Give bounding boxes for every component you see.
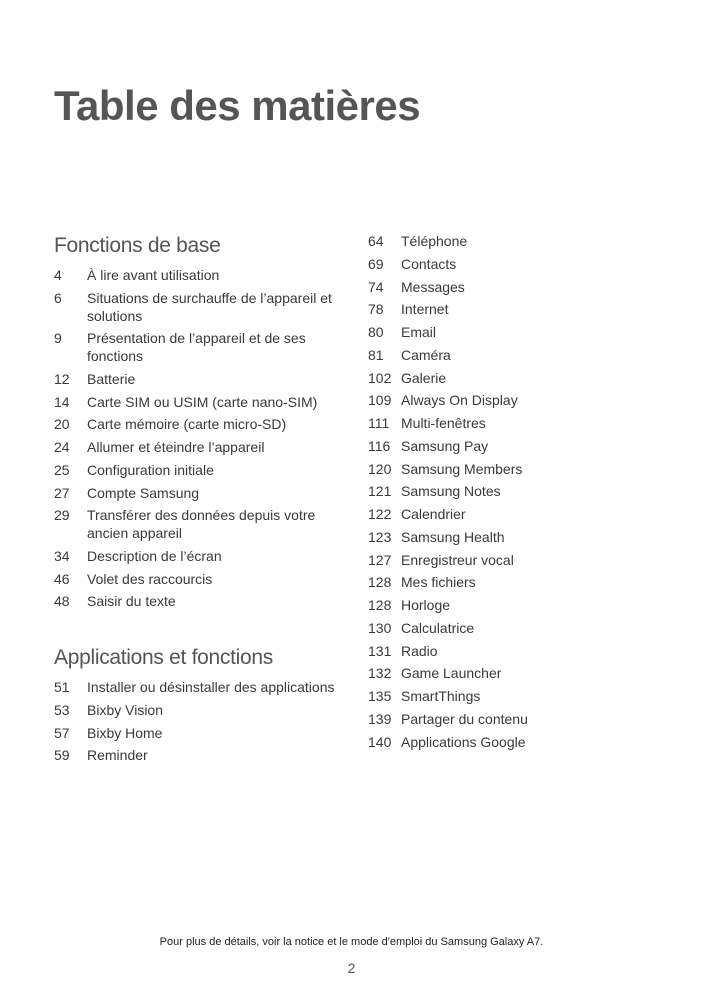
toc-entry-label: Multi-fenêtres [401, 415, 486, 431]
toc-entry-label: Saisir du texte [87, 593, 176, 610]
toc-entry[interactable] [54, 329, 344, 365]
toc-right-column [368, 232, 668, 755]
toc-entry-page-number: 27 [54, 484, 70, 501]
toc-entry-label: Carte mémoire (carte micro-SD) [87, 416, 287, 433]
toc-entry-page-number: 29 [54, 507, 70, 524]
toc-entry-label: Reminder [87, 747, 148, 764]
toc-entry-label: À lire avant utilisation [87, 267, 220, 283]
toc-entry-page-number: 6 [54, 289, 62, 306]
toc-entry-label: Situations de surchauffe de l’appareil et solutions [87, 289, 332, 324]
toc-entry-label: Allumer et éteindre l’appareil [87, 439, 265, 456]
toc-entry-label: Radio [401, 642, 438, 659]
toc-entry-page-number: 122 [368, 506, 392, 522]
toc-entry-label: Game Launcher [401, 665, 502, 682]
toc-entry-page-number: 127 [368, 551, 392, 568]
toc-entry[interactable] [368, 414, 668, 432]
toc-entry[interactable] [368, 687, 668, 705]
toc-entry-page-number: 25 [54, 461, 70, 478]
toc-entry-page-number: 48 [54, 593, 70, 610]
toc-entry-page-number: 81 [368, 346, 384, 363]
toc-entry[interactable] [368, 232, 668, 250]
toc-entry[interactable] [54, 438, 344, 456]
toc-entry-label: Messages [401, 278, 465, 295]
toc-entry-page-number: 14 [54, 393, 70, 410]
toc-entry[interactable] [54, 746, 344, 764]
toc-entry-label: Téléphone [401, 233, 468, 249]
toc-entry-label: Samsung Health [401, 528, 505, 545]
toc-entry[interactable] [368, 323, 668, 341]
toc-entry-page-number: 140 [368, 733, 392, 750]
toc-entry-label: Calendrier [401, 506, 466, 522]
toc-entry[interactable] [54, 701, 344, 719]
toc-entry-label: Configuration initiale [87, 461, 214, 478]
toc-list [368, 232, 668, 751]
toc-entry-page-number: 128 [368, 574, 392, 591]
toc-entry-page-number: 9 [54, 330, 62, 347]
toc-entry-page-number: 120 [368, 460, 392, 477]
toc-entry-label: Partager du contenu [401, 710, 528, 727]
toc-entry[interactable] [368, 255, 668, 273]
toc-entry-page-number: 74 [368, 278, 384, 295]
toc-entry-page-number: 53 [54, 701, 70, 718]
toc-entry[interactable] [54, 370, 344, 388]
toc-entry[interactable] [54, 266, 344, 284]
toc-entry[interactable] [54, 415, 344, 433]
toc-list [54, 266, 344, 610]
toc-entry-page-number: 135 [368, 688, 392, 704]
toc-entry-label: Horloge [401, 597, 451, 613]
toc-entry-label: Contacts [401, 255, 457, 272]
toc-entry-page-number: 34 [54, 547, 70, 564]
toc-entry-label: Bixby Home [87, 724, 163, 741]
page-number: 2 [347, 960, 356, 976]
toc-entry-page-number: 132 [368, 665, 392, 682]
toc-entry-page-number: 123 [368, 528, 392, 545]
toc-entry-label: Email [401, 324, 437, 340]
toc-entry-label: Samsung Members [401, 460, 523, 477]
section-heading: Applications et fonctions [54, 646, 273, 670]
toc-entry-label: Carte SIM ou USIM (carte nano-SIM) [87, 393, 318, 410]
toc-entry[interactable] [54, 570, 344, 588]
toc-entry-page-number: 128 [368, 597, 392, 613]
toc-entry[interactable] [368, 482, 668, 500]
toc-entry[interactable] [368, 460, 668, 478]
toc-entry-label: Caméra [401, 346, 451, 363]
toc-entry-label: SmartThings [401, 688, 481, 704]
toc-entry-page-number: 69 [368, 255, 384, 272]
toc-entry-page-number: 59 [54, 747, 70, 764]
toc-entry[interactable] [54, 678, 344, 696]
toc-list [54, 678, 344, 764]
toc-entry[interactable] [368, 642, 668, 660]
toc-entry-label: Compte Samsung [87, 484, 200, 501]
toc-entry-page-number: 139 [368, 710, 392, 727]
toc-entry[interactable] [54, 393, 344, 411]
toc-entry-page-number: 130 [368, 619, 392, 636]
toc-entry[interactable] [54, 506, 344, 542]
toc-entry[interactable] [54, 484, 344, 502]
toc-entry[interactable] [54, 724, 344, 742]
toc-entry[interactable] [368, 391, 668, 409]
toc-entry[interactable] [54, 461, 344, 479]
toc-entry[interactable] [54, 592, 344, 610]
toc-entry[interactable] [368, 528, 668, 546]
toc-entry[interactable] [54, 547, 344, 565]
toc-entry-page-number: 78 [368, 301, 384, 318]
toc-entry[interactable] [54, 289, 344, 325]
toc-entry-label: Installer ou désinstaller des applications [87, 679, 335, 696]
toc-entry-label: Présentation de l’appareil et de ses fonctions [87, 330, 306, 365]
toc-entry-label: Applications Google [401, 733, 526, 750]
toc-entry-page-number: 109 [368, 392, 392, 409]
toc-entry-page-number: 64 [368, 233, 384, 249]
toc-entry-label: Transférer des données depuis votre ancien appareil [87, 507, 316, 542]
toc-entry-label: Samsung Notes [401, 483, 501, 500]
toc-entry[interactable] [368, 596, 668, 614]
toc-entry[interactable] [368, 619, 668, 637]
toc-entry[interactable] [368, 300, 668, 318]
toc-entry-label: Mes fichiers [401, 574, 476, 591]
toc-entry-label: Volet des raccourcis [87, 570, 213, 587]
section-heading: Fonctions de base [54, 234, 221, 257]
toc-entry-page-number: 24 [54, 439, 70, 456]
toc-entry-page-number: 116 [368, 437, 391, 454]
toc-entry-page-number: 46 [54, 570, 70, 587]
toc-entry-label: Internet [401, 301, 449, 318]
toc-entry[interactable] [368, 710, 668, 728]
toc-entry[interactable] [368, 551, 668, 569]
toc-entry[interactable] [368, 733, 668, 751]
toc-entry-label: Samsung Pay [401, 437, 489, 454]
toc-entry-page-number: 111 [368, 415, 390, 431]
toc-entry-page-number: 51 [54, 679, 70, 696]
toc-entry-page-number: 80 [368, 324, 384, 340]
toc-entry-page-number: 121 [368, 483, 392, 500]
toc-entry-label: Enregistreur vocal [401, 551, 514, 568]
toc-entry-label: Calculatrice [401, 619, 475, 636]
page-title: Table des matières [54, 82, 421, 129]
toc-entry-label: Bixby Vision [87, 701, 164, 718]
toc-entry-page-number: 131 [368, 642, 392, 659]
toc-entry-label: Galerie [401, 369, 447, 386]
toc-entry-page-number: 57 [54, 724, 70, 741]
toc-entry[interactable] [368, 437, 668, 455]
toc-entry-label: Batterie [87, 371, 136, 388]
footer-note: Pour plus de détails, voir la notice et le mode d'emploi du Samsung Galaxy A7. [159, 936, 544, 948]
toc-entry[interactable] [368, 573, 668, 591]
toc-entry[interactable] [368, 369, 668, 387]
toc-entry-label: Always On Display [401, 392, 518, 409]
toc-entry[interactable] [368, 346, 668, 364]
toc-entry[interactable] [368, 664, 668, 682]
toc-entry[interactable] [368, 278, 668, 296]
toc-entry-page-number: 102 [368, 369, 392, 386]
toc-entry-page-number: 12 [54, 371, 70, 388]
toc-left-column [54, 232, 344, 769]
toc-entry-page-number: 20 [54, 416, 70, 433]
toc-entry-label: Description de l’écran [87, 547, 222, 564]
toc-entry-page-number: 4 [54, 267, 62, 283]
toc-entry[interactable] [368, 505, 668, 523]
